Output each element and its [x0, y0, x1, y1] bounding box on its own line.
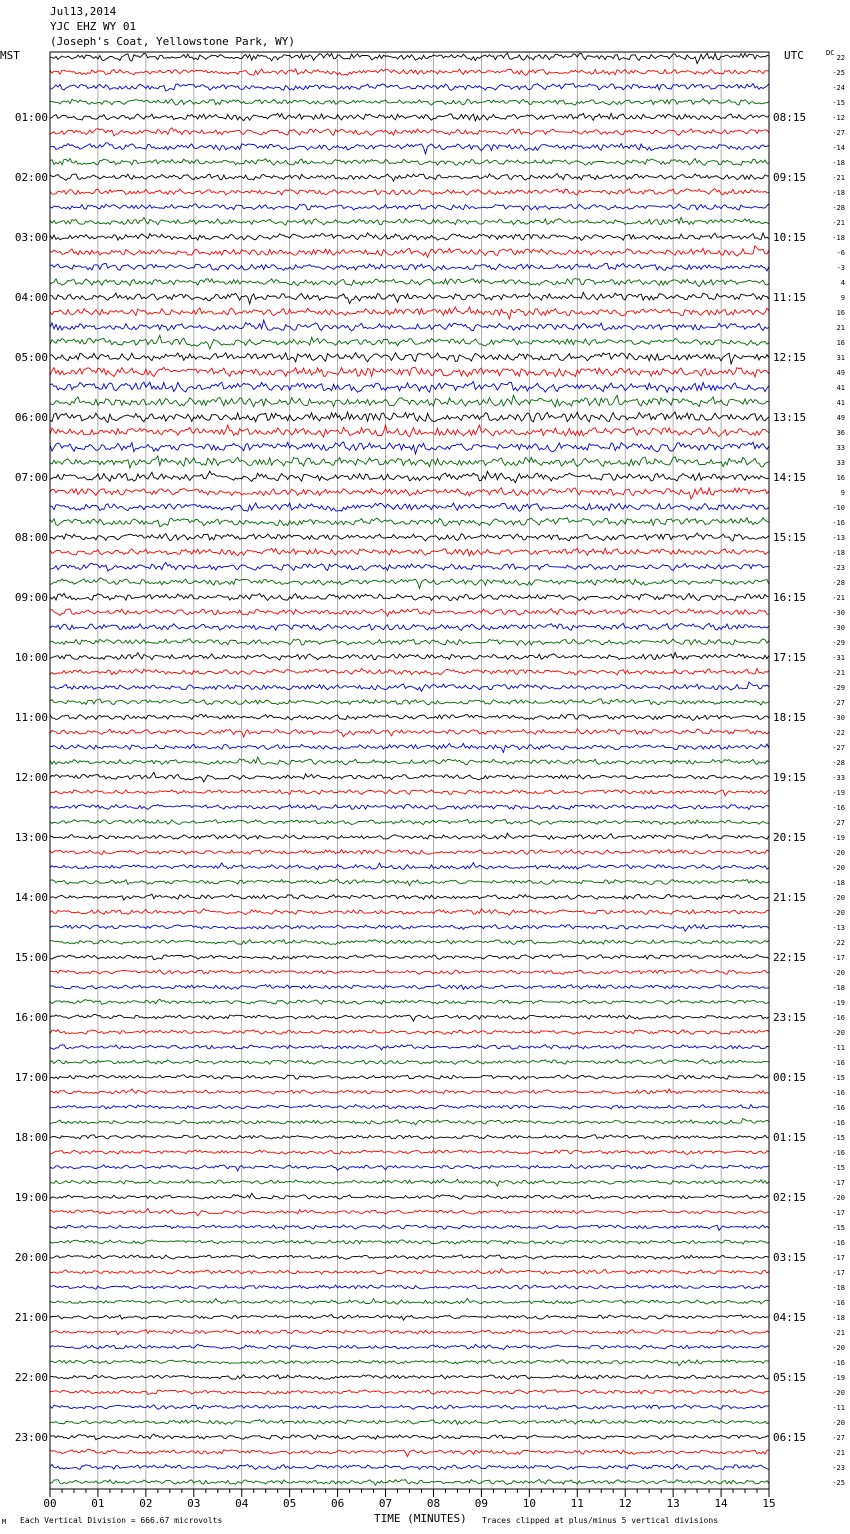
mst-hour-label: 15:00 — [14, 951, 48, 964]
mst-hour-label: 18:00 — [14, 1131, 48, 1144]
dc-offset-value: -16 — [832, 1059, 845, 1067]
dc-offset-value: -16 — [832, 804, 845, 812]
trace-row — [50, 382, 769, 393]
trace-row — [50, 189, 769, 195]
trace-row — [50, 1075, 769, 1080]
dc-offset-value: -22 — [832, 939, 845, 947]
utc-hour-label: 18:15 — [773, 711, 807, 724]
utc-hour-label: 23:15 — [773, 1011, 807, 1024]
dc-offset-value: -16 — [832, 1239, 845, 1247]
dc-offset-value: -29 — [832, 684, 845, 692]
trace-row — [50, 1045, 769, 1050]
trace-row — [50, 488, 769, 499]
dc-offset-value: -18 — [832, 1284, 845, 1292]
dc-offset-value: -17 — [832, 1179, 845, 1187]
mst-hour-label: 16:00 — [14, 1011, 48, 1024]
trace-row — [50, 1179, 769, 1186]
x-tick-label: 13 — [666, 1497, 680, 1510]
x-tick-label: 14 — [714, 1497, 728, 1510]
trace-row — [50, 1089, 769, 1094]
trace-row — [50, 412, 769, 423]
dc-offset-value: -20 — [832, 1389, 845, 1397]
dc-offset-value: -27 — [832, 1434, 845, 1442]
utc-hour-label: 01:15 — [773, 1131, 807, 1144]
utc-hour-label: 13:15 — [773, 411, 807, 424]
dc-offset-value: 21 — [836, 324, 845, 332]
trace-row — [50, 69, 769, 75]
trace-row — [50, 563, 769, 572]
trace-row — [50, 442, 769, 454]
x-tick-label: 03 — [187, 1497, 201, 1510]
dc-offset-value: -21 — [832, 174, 845, 182]
utc-hour-label: 15:15 — [773, 531, 807, 544]
trace-row — [50, 1255, 769, 1259]
mst-hour-label: 20:00 — [14, 1251, 48, 1264]
dc-offset-value: -19 — [832, 1374, 845, 1382]
dc-offset-value: -19 — [832, 834, 845, 842]
dc-offset-value: -20 — [832, 1194, 845, 1202]
dc-offset-value: -18 — [832, 189, 845, 197]
dc-offset-value: 16 — [836, 339, 845, 347]
trace-row — [50, 909, 769, 916]
x-axis — [43, 1489, 775, 1510]
dc-offset-value: -15 — [832, 1164, 845, 1172]
x-tick-label: 07 — [378, 1497, 393, 1510]
dc-offset-value: -16 — [832, 1014, 845, 1022]
trace-row — [50, 805, 769, 810]
dc-offset-value: 49 — [836, 414, 845, 422]
trace-row — [50, 99, 769, 106]
trace-row — [50, 1285, 769, 1289]
mst-hour-label: 01:00 — [14, 111, 48, 124]
trace-row — [50, 1464, 769, 1469]
utc-hour-label: 22:15 — [773, 951, 807, 964]
trace-row — [50, 307, 769, 319]
utc-hour-label: 00:15 — [773, 1071, 807, 1084]
dc-offset-value: -25 — [832, 69, 845, 77]
mst-hour-label: 12:00 — [14, 771, 48, 784]
mst-hour-label: 07:00 — [14, 471, 48, 484]
dc-offset-value: 16 — [836, 474, 845, 482]
utc-hour-label: 03:15 — [773, 1251, 807, 1264]
trace-row — [50, 819, 769, 824]
trace-row — [50, 233, 769, 241]
trace-row — [50, 1060, 769, 1065]
trace-row — [50, 263, 769, 271]
trace-row — [50, 471, 769, 483]
dc-offset-value: -20 — [832, 864, 845, 872]
trace-row — [50, 292, 769, 304]
x-tick-label: 09 — [474, 1497, 489, 1510]
dc-offset-value: -16 — [832, 1089, 845, 1097]
dc-offset-value: -3 — [836, 264, 845, 272]
dc-offset-value: 41 — [836, 399, 845, 407]
trace-row — [50, 1344, 769, 1350]
trace-row — [50, 503, 769, 511]
utc-hour-label: 08:15 — [773, 111, 807, 124]
trace-row — [50, 1269, 769, 1274]
utc-hour-label: 10:15 — [773, 231, 807, 244]
trace-row — [50, 1105, 769, 1110]
header-date: Jul13,2014 — [50, 5, 117, 18]
mst-hour-label: 09:00 — [14, 591, 48, 604]
trace-row — [50, 1298, 769, 1304]
dc-offset-value: 9 — [840, 294, 845, 302]
trace-row — [50, 715, 769, 721]
dc-offset-value: 41 — [836, 384, 845, 392]
x-tick-label: 06 — [330, 1497, 345, 1510]
trace-row — [50, 772, 769, 782]
mst-hour-label: 05:00 — [14, 351, 48, 364]
dc-offset-value: -19 — [832, 789, 845, 797]
x-tick-label: 01 — [91, 1497, 105, 1510]
dc-offset-value: -12 — [832, 114, 845, 122]
x-axis-title: TIME (MINUTES) — [374, 1512, 467, 1525]
trace-row — [50, 940, 769, 945]
x-tick-label: 12 — [618, 1497, 632, 1510]
utc-hour-label: 06:15 — [773, 1431, 807, 1444]
trace-row — [50, 335, 769, 349]
trace-row — [50, 682, 769, 691]
trace-row — [50, 879, 769, 885]
dc-offset-value: -30 — [832, 624, 845, 632]
trace-row — [50, 1375, 769, 1380]
dc-offset-value: -33 — [832, 774, 845, 782]
utc-hour-label: 14:15 — [773, 471, 807, 484]
trace-row — [50, 729, 769, 737]
dc-offset-value: -31 — [832, 654, 845, 662]
trace-row — [50, 1118, 769, 1125]
trace-row — [50, 353, 769, 364]
dc-offset-value: -20 — [832, 909, 845, 917]
trace-row — [50, 159, 769, 166]
dc-offset-value: 4 — [840, 279, 845, 287]
dc-offset-value: -21 — [832, 594, 845, 602]
dc-offset-value: 22 — [836, 54, 845, 62]
dc-offset-value: -27 — [832, 699, 845, 707]
dc-offset-value: -28 — [832, 204, 845, 212]
x-tick-label: 04 — [235, 1497, 249, 1510]
trace-row — [50, 1329, 769, 1334]
trace-row — [50, 1193, 769, 1199]
trace-row — [50, 320, 769, 331]
mst-hour-label: 11:00 — [14, 711, 48, 724]
dc-offset-value: -23 — [832, 564, 845, 572]
dc-offset-value: -30 — [832, 714, 845, 722]
utc-hour-label: 19:15 — [773, 771, 807, 784]
dc-offset-value: -13 — [832, 924, 845, 932]
mst-hour-label: 08:00 — [14, 531, 48, 544]
trace-row — [50, 1135, 769, 1140]
dc-offset-value: -20 — [832, 849, 845, 857]
mst-hour-label: 02:00 — [14, 171, 48, 184]
dc-offset-value: 49 — [836, 369, 845, 377]
trace-row — [50, 1165, 769, 1171]
trace-row — [50, 456, 769, 468]
mst-hour-label: 19:00 — [14, 1191, 48, 1204]
trace-row — [50, 757, 769, 765]
dc-offset-value: -21 — [832, 669, 845, 677]
dc-offset-value: -15 — [832, 1224, 845, 1232]
x-tick-label: 15 — [762, 1497, 776, 1510]
dc-offset-value: -27 — [832, 744, 845, 752]
trace-row — [50, 395, 769, 407]
mst-hour-label: 14:00 — [14, 891, 48, 904]
dc-offset-value: -18 — [832, 984, 845, 992]
trace-row — [50, 639, 769, 645]
trace-row — [50, 1360, 769, 1366]
trace-row — [50, 1150, 769, 1154]
utc-hour-label: 02:15 — [773, 1191, 807, 1204]
dc-offset-value: -18 — [832, 1314, 845, 1322]
utc-hour-label: 11:15 — [773, 291, 807, 304]
trace-row — [50, 548, 769, 556]
dc-offset-value: -11 — [832, 1044, 845, 1052]
trace-row — [50, 1449, 769, 1456]
mst-hour-label: 03:00 — [14, 231, 48, 244]
dc-offset-value: -28 — [832, 759, 845, 767]
dc-offset-value: -24 — [832, 84, 845, 92]
right-hour-labels — [773, 111, 806, 1444]
dc-offset-value: -23 — [832, 1464, 845, 1472]
trace-row — [50, 1208, 769, 1215]
trace-row — [50, 143, 769, 154]
dc-offset-value: -20 — [832, 1029, 845, 1037]
utc-hour-label: 21:15 — [773, 891, 807, 904]
trace-row — [50, 174, 769, 182]
dc-offset-value: -19 — [832, 999, 845, 1007]
header-station: YJC EHZ WY 01 — [50, 20, 137, 33]
trace-row — [50, 204, 769, 210]
dc-offset-value: -21 — [832, 1329, 845, 1337]
trace-row — [50, 593, 769, 600]
dc-offset-value: -10 — [832, 504, 845, 512]
trace-row — [50, 1030, 769, 1035]
dc-offset-value: 9 — [840, 489, 845, 497]
dc-offset-value: 36 — [836, 429, 845, 437]
dc-offset-value: -11 — [832, 1404, 845, 1412]
trace-row — [50, 279, 769, 287]
utc-hour-label: 12:15 — [773, 351, 807, 364]
dc-offset-value: 33 — [836, 444, 845, 452]
dc-offset-value: -25 — [832, 1479, 845, 1487]
trace-row — [50, 985, 769, 990]
dc-offset-value: -27 — [832, 819, 845, 827]
mst-hour-label: 10:00 — [14, 651, 48, 664]
trace-row — [50, 925, 769, 932]
dc-offset-value: -20 — [832, 969, 845, 977]
trace-row — [50, 578, 769, 588]
mst-hour-label: 21:00 — [14, 1311, 48, 1324]
trace-row — [50, 128, 769, 136]
trace-row — [50, 609, 769, 617]
mst-hour-label: 13:00 — [14, 831, 48, 844]
dc-offset-header: DC — [826, 49, 835, 57]
trace-row — [50, 367, 769, 377]
dc-offset-value: -15 — [832, 99, 845, 107]
trace-row — [50, 518, 769, 527]
dc-offset-value: -16 — [832, 1104, 845, 1112]
dc-offset-value: -6 — [836, 249, 845, 257]
trace-row — [50, 53, 769, 63]
trace-row — [50, 850, 769, 855]
dc-offset-value: -20 — [832, 1419, 845, 1427]
footer-mark: M — [2, 1518, 7, 1526]
x-tick-label: 08 — [426, 1497, 441, 1510]
trace-row — [50, 863, 769, 870]
dc-offset-value: -15 — [832, 1074, 845, 1082]
trace-row — [50, 1420, 769, 1425]
trace-row — [50, 533, 769, 541]
mst-hour-label: 23:00 — [14, 1431, 48, 1444]
dc-offset-value: -16 — [832, 1299, 845, 1307]
trace-row — [50, 668, 769, 675]
dc-offset-column — [832, 54, 845, 1487]
dc-offset-value: -22 — [832, 729, 845, 737]
x-tick-label: 02 — [139, 1497, 153, 1510]
footer-scale: Each Vertical Division = 666.67 microvolts — [20, 1516, 223, 1525]
dc-offset-value: -13 — [832, 534, 845, 542]
utc-hour-label: 16:15 — [773, 591, 807, 604]
dc-offset-value: -27 — [832, 129, 845, 137]
trace-row — [50, 1480, 769, 1486]
trace-row — [50, 1014, 769, 1021]
trace-row — [50, 1434, 769, 1440]
seismic-traces — [50, 53, 769, 1485]
trace-row — [50, 1405, 769, 1410]
trace-row — [50, 246, 769, 258]
dc-offset-value: -21 — [832, 219, 845, 227]
utc-hour-label: 05:15 — [773, 1371, 807, 1384]
mst-hour-label: 22:00 — [14, 1371, 48, 1384]
trace-row — [50, 955, 769, 960]
dc-offset-value: -18 — [832, 234, 845, 242]
dc-offset-value: -16 — [832, 1149, 845, 1157]
trace-row — [50, 1390, 769, 1395]
dc-offset-value: -20 — [832, 1344, 845, 1352]
trace-row — [50, 970, 769, 975]
x-tick-label: 11 — [570, 1497, 584, 1510]
dc-offset-value: -14 — [832, 144, 845, 152]
dc-offset-value: -17 — [832, 1209, 845, 1217]
trace-row — [50, 790, 769, 796]
dc-offset-value: -30 — [832, 609, 845, 617]
dc-offset-value: -21 — [832, 1449, 845, 1457]
left-hour-labels — [15, 111, 48, 1444]
dc-offset-value: -20 — [832, 894, 845, 902]
dc-offset-value: -17 — [832, 954, 845, 962]
trace-row — [50, 623, 769, 630]
dc-offset-value: -16 — [832, 1119, 845, 1127]
dc-offset-value: -28 — [832, 579, 845, 587]
utc-hour-label: 17:15 — [773, 651, 807, 664]
dc-offset-value: -16 — [832, 519, 845, 527]
x-tick-label: 00 — [43, 1497, 57, 1510]
trace-row — [50, 699, 769, 705]
dc-offset-value: -16 — [832, 1359, 845, 1367]
x-tick-label: 10 — [522, 1497, 536, 1510]
right-timezone-label: UTC — [784, 49, 804, 62]
trace-row — [50, 113, 769, 121]
trace-row — [50, 1240, 769, 1244]
left-timezone-label: MST — [0, 49, 20, 62]
dc-offset-value: 33 — [836, 459, 845, 467]
trace-row — [50, 1315, 769, 1320]
dc-offset-value: -29 — [832, 639, 845, 647]
trace-row — [50, 653, 769, 661]
header-location: (Joseph's Coat, Yellowstone Park, WY) — [50, 35, 296, 48]
trace-row — [50, 83, 769, 91]
dc-offset-value: -15 — [832, 1134, 845, 1142]
dc-offset-value: -17 — [832, 1269, 845, 1277]
trace-row — [50, 425, 769, 437]
dc-offset-value: 31 — [836, 354, 845, 362]
trace-row — [50, 217, 769, 225]
trace-row — [50, 744, 769, 753]
mst-hour-label: 04:00 — [14, 291, 48, 304]
trace-row — [50, 894, 769, 900]
mst-hour-label: 06:00 — [14, 411, 48, 424]
utc-hour-label: 04:15 — [773, 1311, 807, 1324]
utc-hour-label: 09:15 — [773, 171, 807, 184]
trace-row — [50, 1225, 769, 1230]
trace-row — [50, 999, 769, 1004]
trace-row — [50, 833, 769, 839]
footer-clip-note: Traces clipped at plus/minus 5 vertical divisions — [482, 1516, 719, 1525]
dc-offset-value: -17 — [832, 1254, 845, 1262]
dc-offset-value: -18 — [832, 159, 845, 167]
x-tick-label: 05 — [283, 1497, 297, 1510]
dc-offset-value: 16 — [836, 309, 845, 317]
dc-offset-value: -18 — [832, 879, 845, 887]
dc-offset-value: -18 — [832, 549, 845, 557]
mst-hour-label: 17:00 — [14, 1071, 48, 1084]
utc-hour-label: 20:15 — [773, 831, 807, 844]
